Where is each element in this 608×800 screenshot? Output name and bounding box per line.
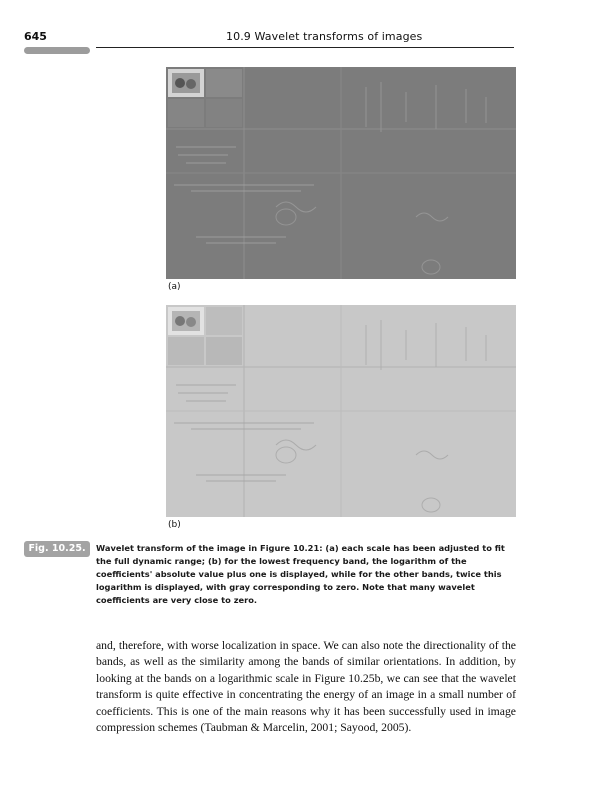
- figure-panel-b-image: [166, 305, 516, 517]
- page-number: 645: [24, 30, 47, 43]
- wavelet-image-a: [166, 67, 516, 279]
- header-rule: [96, 47, 514, 48]
- figure-panel-a-image: [166, 67, 516, 279]
- running-title: 10.9 Wavelet transforms of images: [226, 30, 423, 43]
- body-paragraph: and, therefore, with worse localization in space. We can also note the directionality of the bands, as well as the similarity among the bands of similar orientations. In addition, by looking at the bands on a logarithmic scale in Figure 10.25b, we can see that the wavelet transform is quite effective in concentrating the energy of an image in a small number of coefficients. This is one of the main reasons why it has been successfully used in image compression schemes (Taubman & Marcelin, 2001; Sayood, 2005).: [96, 639, 516, 735]
- panel-a-label: (a): [168, 282, 181, 292]
- figure-caption: Wavelet transform of the image in Figure 10.21: (a) each scale has been adjusted to fit the full dynamic range; (b) for the lowest frequency band, the logarithm of the coefficients' absolute value plus one is displayed, while for the other bands, twice this logarithm is displayed, with gray corresponding to zero. Note that many wavelet coefficients are very close to zero.: [96, 543, 505, 605]
- wavelet-image-b: [166, 305, 516, 517]
- figure-tag: Fig. 10.25.: [24, 541, 90, 557]
- header-decoration-bar: [24, 47, 90, 54]
- panel-b-label: (b): [168, 520, 181, 530]
